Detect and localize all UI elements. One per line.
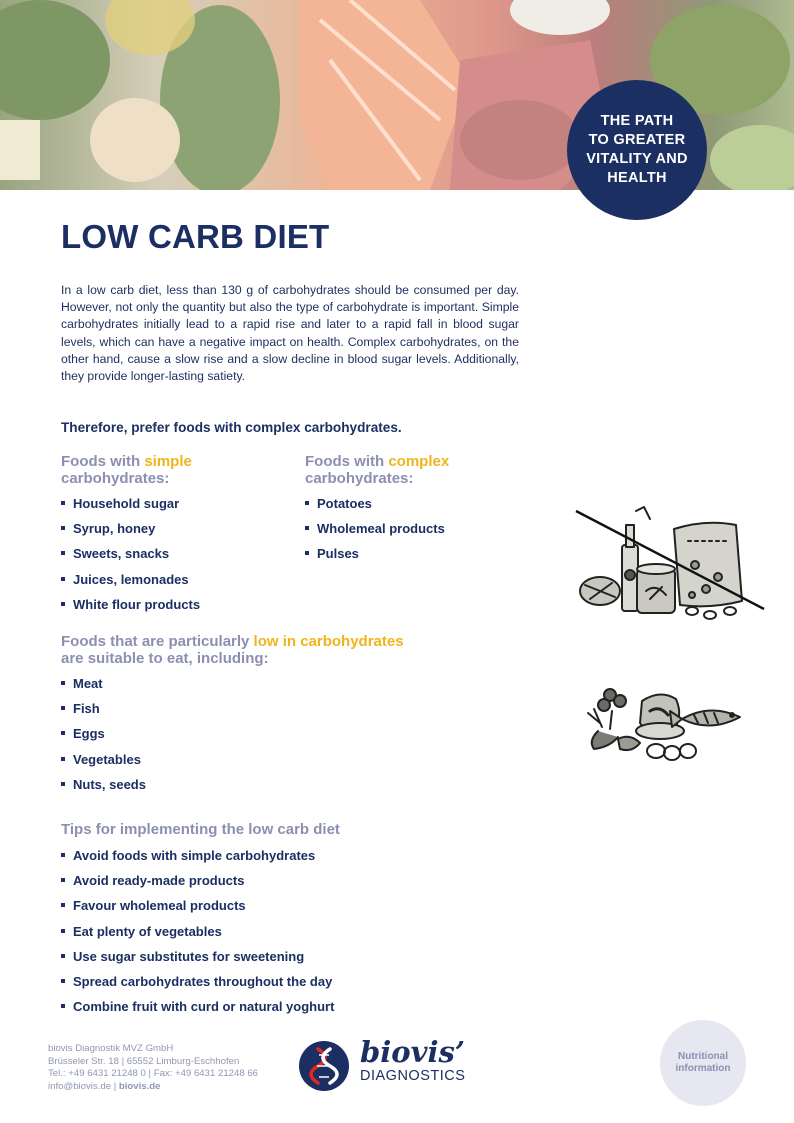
list-item: Pulses <box>305 546 525 571</box>
list-item: Combine fruit with curd or natural yoghurt <box>61 999 501 1024</box>
nutritional-information-label: Nutritional information <box>675 1050 731 1074</box>
list-item: Avoid ready-made products <box>61 873 501 898</box>
simple-carbs-list <box>61 496 291 622</box>
contact-line: info@biovis.de | biovis.de <box>48 1080 161 1092</box>
list-item: Eggs <box>61 726 481 751</box>
list-item: Use sugar substitutes for sweetening <box>61 949 501 974</box>
tips-heading: Tips for implementing the low carb diet <box>61 821 340 838</box>
complex-carbs-section <box>305 453 525 572</box>
page-title: LOW CARB DIET <box>61 218 330 255</box>
list-item: Meat <box>61 676 481 701</box>
list-item: Potatoes <box>305 496 525 521</box>
footer-address <box>48 1043 258 1093</box>
list-item: Favour wholemeal products <box>61 898 501 923</box>
list-item: Eat plenty of vegetables <box>61 924 501 949</box>
tagline-text: THE PATH TO GREATER VITALITY AND HEALTH <box>586 113 688 186</box>
list-item: White flour products <box>61 597 291 622</box>
logo-subtitle: DIAGNOSTICS <box>360 1068 466 1084</box>
simple-carbs-section <box>61 453 291 622</box>
list-item: Household sugar <box>61 496 291 521</box>
list-item: Sweets, snacks <box>61 546 291 571</box>
phone-fax: Tel.: +49 6431 21248 0 | Fax: +49 6431 21248 66 <box>48 1068 258 1080</box>
tagline-badge <box>567 80 707 220</box>
biovis-logo-wordmark <box>360 1036 465 1084</box>
list-item: Vegetables <box>61 752 481 777</box>
nutritional-information-badge <box>660 1020 746 1106</box>
street-address: Brüsseler Str. 18 | 65552 Limburg-Eschhofen <box>48 1055 240 1067</box>
tips-section <box>61 821 501 1024</box>
simple-carbs-heading: Foods with simple carbohydrates: <box>61 453 192 487</box>
logo-name: biovis’ <box>360 1035 465 1069</box>
crossed-out-foods-icon <box>570 505 770 630</box>
list-item: Nuts, seeds <box>61 777 481 802</box>
complex-accent: complex <box>388 453 450 470</box>
list-item: Syrup, honey <box>61 521 291 546</box>
list-item: Spread carbohydrates throughout the day <box>61 974 501 999</box>
intro-paragraph: In a low carb diet, less than 130 g of carbohydrates should be consumed per day. However, not only the quantity but also the type of carbohydrate is important. Simple carbohydrates initially lead to a rapid rise and later to a rapid fall in blood sugar levels, which can have a negative impact on health. Complex carbohydrates, on the other hand, cause a slow rise and a slow decline in blood sugar levels. Additionally, they provide longer-lasting satiety. <box>61 283 519 384</box>
low-carb-list <box>61 676 481 802</box>
low-carb-accent: low in carbohydrates <box>253 633 404 650</box>
tips-list <box>61 848 501 1024</box>
complex-carbs-heading: Foods with complex carbohydrates: <box>305 453 450 487</box>
email-link[interactable]: info@biovis.de <box>48 1080 112 1092</box>
lead-statement: Therefore, prefer foods with complex carbohydrates. <box>61 420 402 435</box>
list-item: Avoid foods with simple carbohydrates <box>61 848 501 873</box>
simple-accent: simple <box>144 453 192 470</box>
company-name: biovis Diagnostik MVZ GmbH <box>48 1043 174 1054</box>
list-item: Fish <box>61 701 481 726</box>
low-carb-foods-icon <box>580 683 750 768</box>
list-item: Juices, lemonades <box>61 572 291 597</box>
complex-carbs-list <box>305 496 525 572</box>
list-item: Wholemeal products <box>305 521 525 546</box>
website-link[interactable]: biovis.de <box>118 1080 161 1092</box>
biovis-logo-icon <box>299 1041 349 1091</box>
low-carb-foods-section <box>61 633 481 802</box>
low-carb-heading: Foods that are particularly low in carbohydrates are suitable to eat, including: <box>61 633 404 667</box>
